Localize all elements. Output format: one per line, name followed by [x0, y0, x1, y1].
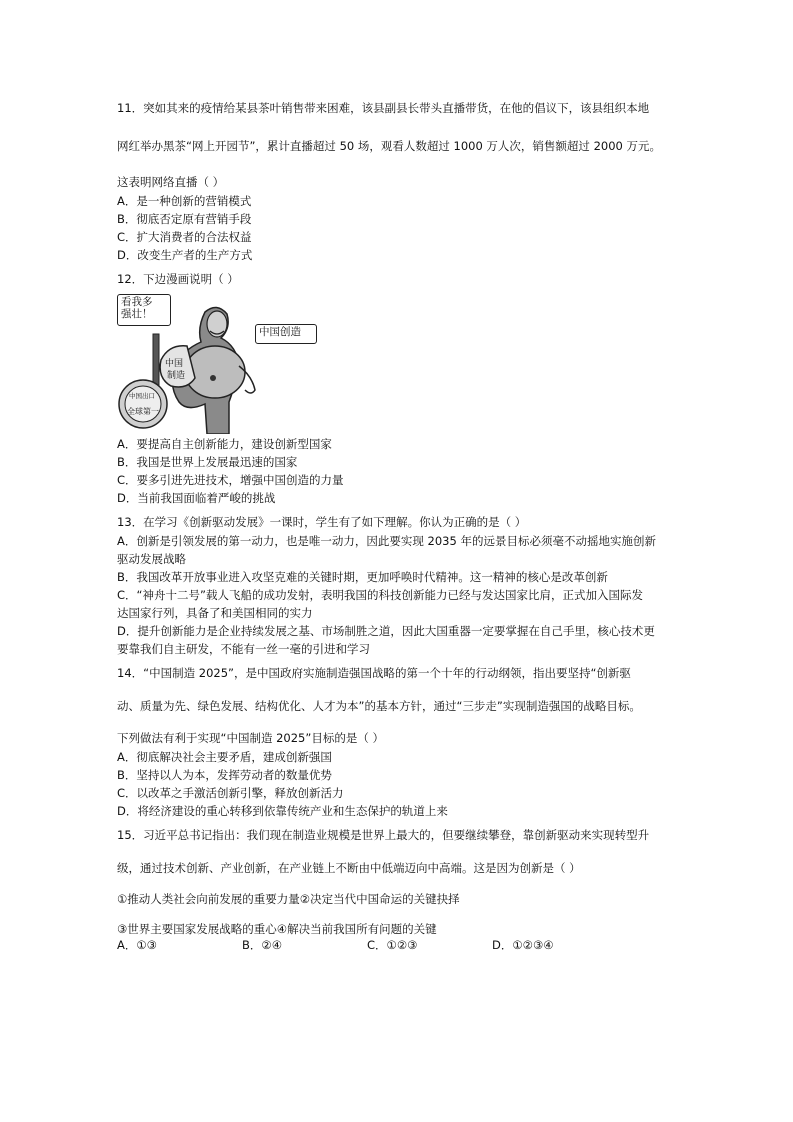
q14-option-c: C．以改革之手激活创新引擎，释放创新活力	[117, 786, 344, 800]
q15-option-a: A．①③	[117, 938, 157, 952]
q13-option-d-line2: 要靠我们自主研发，不能有一丝一毫的引进和学习	[117, 642, 370, 656]
medal-bottom-text: 全球第一	[127, 407, 159, 416]
q15-option-c: C．①②③	[367, 938, 418, 952]
bubble-right-text: 中国创造	[259, 326, 301, 338]
q13-stem: 13．在学习《创新驱动发展》一课时，学生有了如下理解。你认为正确的是（ ）	[117, 515, 527, 529]
q11-option-d: D．改变生产者的生产方式	[117, 248, 253, 262]
q11-line1: 11．突如其来的疫情给某县茶叶销售带来困难，该县副县长带头直播带货，在他的倡议下，该县组织本地	[117, 101, 650, 115]
medal-top-text: 中国出口	[129, 392, 155, 400]
q14-option-d: D．将经济建设的重心转移到依靠传统产业和生态保护的轨道上来	[117, 804, 448, 818]
q12-option-b: B．我国是世界上发展最迅速的国家	[117, 455, 298, 469]
arm-text-line1: 中国	[165, 359, 184, 369]
bubble-left-text: 看我多 强壮！	[121, 296, 153, 320]
q15-statement-1-2: ①推动人类社会向前发展的重要力量②决定当代中国命运的关键抉择	[117, 892, 460, 906]
q11-stem: 这表明网络直播（ ）	[117, 175, 225, 189]
speech-bubble-right	[255, 324, 317, 344]
q14-option-b: B．坚持以人为本，发挥劳动者的数量优势	[117, 768, 332, 782]
q11-line2: 网红举办黑茶“网上开园节”，累计直播超过 50 场，观看人数超过 1000 万人次，销售额超过 2000 万元。	[117, 139, 662, 153]
q14-option-a: A．彻底解决社会主要矛盾，建成创新强国	[117, 750, 332, 764]
q11-option-b: B．彻底否定原有营销手段	[117, 212, 252, 226]
q11-option-a: A．是一种创新的营销模式	[117, 194, 252, 208]
q13-option-a-line1: A．创新是引领发展的第一动力，也是唯一动力，因此要实现 2035 年的远景目标必须毫不动摇地实施创新	[117, 534, 656, 548]
q13-option-d-line1: D．提升创新能力是企业持续发展之基、市场制胜之道，因此大国重器一定要掌握在自己手里，核心技术更	[117, 624, 655, 638]
q15-option-b: B．②④	[242, 938, 283, 952]
exam-page	[117, 100, 687, 952]
q13-option-a-line2: 驱动发展战略	[117, 552, 186, 566]
q15-statement-3-4: ③世界主要国家发展战略的重心④解决当前我国所有问题的关键	[117, 922, 437, 936]
cartoon-illustration	[117, 294, 301, 434]
q12-option-c: C．要多引进先进技术，增强中国创造的力量	[117, 473, 344, 487]
q15-line1: 15．习近平总书记指出：我们现在制造业规模是世界上最大的，但要继续攀登，靠创新驱动来实现转型升	[117, 828, 650, 842]
q15-line2: 级，通过技术创新、产业创新，在产业链上不断由中低端迈向中高端。这是因为创新是（ ）	[117, 861, 581, 875]
speech-bubble-left	[117, 294, 171, 326]
q14-line2: 动、质量为先、绿色发展、结构优化、人才为本”的基本方针，通过“三步走”实现制造强国的战略目标。	[117, 699, 641, 713]
q12-stem: 12．下边漫画说明（ ）	[117, 272, 239, 286]
q13-option-b: B．我国改革开放事业进入攻坚克难的关键时期，更加呼唤时代精神。这一精神的核心是改革创新	[117, 570, 608, 584]
q15-option-d: D．①②③④	[492, 938, 554, 952]
q14-stem: 下列做法有利于实现“中国制造 2025”目标的是（ ）	[117, 731, 384, 745]
q14-line1: 14．“中国制造 2025”，是中国政府实施制造强国战略的第一个十年的行动纲领，指出要坚持“创新驱	[117, 666, 631, 680]
q12-option-d: D．当前我国面临着严峻的挑战	[117, 491, 276, 505]
q12-option-a: A．要提高自主创新能力，建设创新型国家	[117, 437, 332, 451]
arm-text-line2: 制造	[167, 371, 186, 381]
q11-option-c: C．扩大消费者的合法权益	[117, 230, 252, 244]
q13-option-c-line1: C．“神舟十二号”载人飞船的成功发射，表明我国的科技创新能力已经与发达国家比肩，正式加入国际发	[117, 588, 643, 602]
q15-options-row	[117, 937, 617, 953]
q13-option-c-line2: 达国家行列，具备了和美国相同的实力	[117, 606, 313, 620]
